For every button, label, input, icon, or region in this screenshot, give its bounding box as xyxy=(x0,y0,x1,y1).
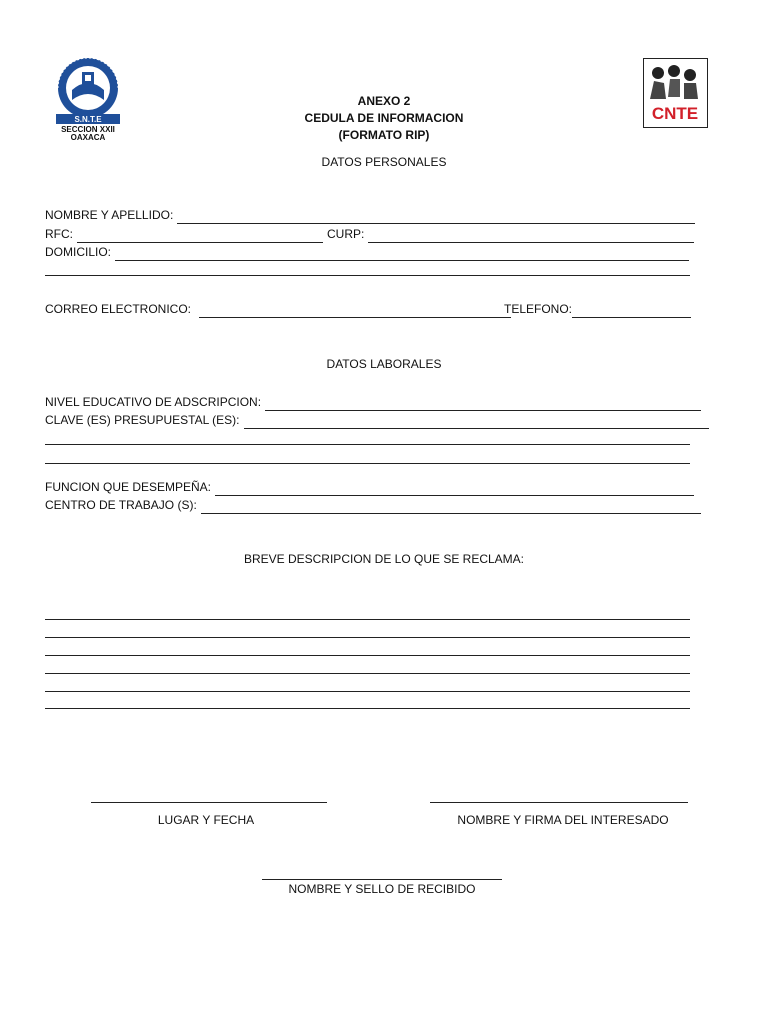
phone-label: TELEFONO: xyxy=(504,302,573,316)
rfc-blank[interactable] xyxy=(77,229,323,243)
function-label: FUNCION QUE DESEMPEÑA: xyxy=(45,480,212,494)
rfc-label: RFC: xyxy=(45,227,73,241)
function-field[interactable] xyxy=(45,478,694,496)
curp-blank[interactable] xyxy=(368,229,694,243)
claim-line-2[interactable] xyxy=(45,637,690,638)
received-line[interactable] xyxy=(262,879,502,880)
received-label: NOMBRE Y SELLO DE RECIBIDO xyxy=(288,882,476,896)
cnte-logo-text: CNTE xyxy=(651,104,699,123)
workplace-field[interactable] xyxy=(45,496,701,514)
name-field[interactable] xyxy=(45,206,695,224)
budget-key-field[interactable] xyxy=(45,411,709,429)
level-label: NIVEL EDUCATIVO DE ADSCRIPCION: xyxy=(45,395,262,409)
title-line-1: ANEXO 2 xyxy=(357,94,411,108)
cnte-logo xyxy=(643,58,708,128)
claim-line-5[interactable] xyxy=(45,691,690,692)
logo-line1: SECCION XXII xyxy=(61,125,115,134)
claim-line-4[interactable] xyxy=(45,673,690,674)
snte-logo xyxy=(48,56,128,142)
address-extra-line[interactable] xyxy=(45,275,690,276)
email-blank[interactable] xyxy=(199,304,511,318)
budget-key-blank[interactable] xyxy=(244,415,709,429)
place-date-label: LUGAR Y FECHA xyxy=(157,813,255,827)
name-signature-label: NOMBRE Y FIRMA DEL INTERESADO xyxy=(457,813,669,827)
workplace-blank[interactable] xyxy=(201,500,701,514)
budget-key-extra-line-1[interactable] xyxy=(45,444,690,445)
title-line-2: CEDULA DE INFORMACION xyxy=(304,111,464,125)
claim-line-1[interactable] xyxy=(45,619,690,620)
phone-field[interactable] xyxy=(504,300,691,318)
curp-field[interactable] xyxy=(327,225,694,243)
phone-blank[interactable] xyxy=(572,304,691,318)
claim-line-3[interactable] xyxy=(45,655,690,656)
email-field[interactable] xyxy=(45,300,511,318)
name-signature-line[interactable] xyxy=(430,802,688,803)
address-label: DOMICILIO: xyxy=(45,245,112,259)
section-title-personal: DATOS PERSONALES xyxy=(321,155,447,169)
function-blank[interactable] xyxy=(215,482,694,496)
section-title-work: DATOS LABORALES xyxy=(326,357,442,371)
level-field[interactable] xyxy=(45,393,701,411)
title-line-3: (FORMATO RIP) xyxy=(338,128,430,142)
address-field[interactable] xyxy=(45,243,689,261)
claim-line-6[interactable] xyxy=(45,708,690,709)
place-date-line[interactable] xyxy=(91,802,327,803)
name-label: NOMBRE Y APELLIDO: xyxy=(45,208,174,222)
budget-key-label: CLAVE (ES) PRESUPUESTAL (ES): xyxy=(45,413,240,427)
name-blank[interactable] xyxy=(177,210,695,224)
curp-label: CURP: xyxy=(327,227,365,241)
workplace-label: CENTRO DE TRABAJO (S): xyxy=(45,498,197,512)
logo-initials: S.N.T.E xyxy=(74,115,102,124)
document-title xyxy=(234,93,534,144)
budget-key-extra-line-2[interactable] xyxy=(45,463,690,464)
logo-line2: OAXACA xyxy=(70,133,106,142)
section-title-claim: BREVE DESCRIPCION DE LO QUE SE RECLAMA: xyxy=(243,552,525,566)
level-blank[interactable] xyxy=(265,397,701,411)
email-label: CORREO ELECTRONICO: xyxy=(45,302,192,316)
address-blank[interactable] xyxy=(115,247,689,261)
rfc-field[interactable] xyxy=(45,225,323,243)
